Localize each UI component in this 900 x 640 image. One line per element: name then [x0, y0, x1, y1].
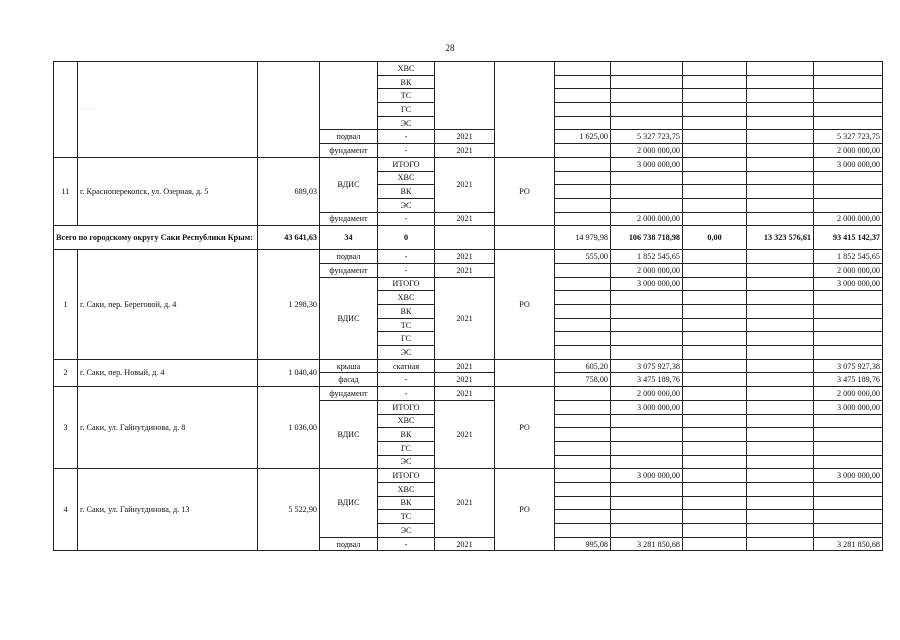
year: 2021 [435, 212, 495, 226]
table-row: ВДИС ИТОГО 2021 3 000 000,00 3 000 000,00 [54, 277, 883, 291]
work-type: ВК [378, 185, 435, 199]
year: 2021 [435, 144, 495, 158]
work-type: ХВС [378, 62, 435, 76]
building-address: г. Саки, ул. Гайнутдинова, д. 8 [78, 387, 258, 469]
fund-type: РО [495, 157, 555, 225]
work-type: ХВС [378, 482, 435, 496]
table-row: 3 г. Саки, ул. Гайнутдинова, д. 8 1 036,00 фундамент - 2021 РО 2 000 000,00 2 000 000,00 [54, 387, 883, 401]
work-type: ВК [378, 305, 435, 319]
work-type: ЭС [378, 198, 435, 212]
building-area: 5 522,90 [258, 469, 320, 551]
year: 2021 [435, 359, 495, 373]
table-row: фундамент - 2021 2 000 000,00 2 000 000,00 [54, 144, 883, 158]
work-type: ЭС [378, 116, 435, 130]
table-row: ВДИС ИТОГО 2021 3 000 000,00 3 000 000,00 [54, 400, 883, 414]
work-type: ТС [378, 510, 435, 524]
building-address: г. Саки, ул. Гайнутдинова, д. 13 [78, 469, 258, 551]
element-type: фундамент [320, 387, 378, 401]
work-type: ХВС [378, 171, 435, 185]
element-type: фундамент [320, 263, 378, 277]
building-area: 1 040,40 [258, 359, 320, 386]
element-type: фундамент [320, 144, 378, 158]
work-type: ТС [378, 89, 435, 103]
element-type: фундамент [320, 212, 378, 226]
year: 2021 [435, 250, 495, 264]
table-row [54, 62, 883, 76]
table-row: фундамент - 2021 2 000 000,00 2 000 000,00 [54, 263, 883, 277]
building-address: г. Саки, пер. Новый, д. 4 [78, 359, 258, 386]
work-type: ГС [378, 441, 435, 455]
fund-type: РО [495, 387, 555, 469]
work-type: ГС [378, 332, 435, 346]
table-row: 2 г. Саки, пер. Новый, д. 4 1 040,40 крыша скатная 2021 605,20 3 075 927,38 3 075 927,38 [54, 359, 883, 373]
table-row: подвал - 2021 1 625,00 5 327 723,75 5 327 723,75 [54, 130, 883, 144]
table-row: фундамент - 2021 2 000 000,00 2 000 000,00 [54, 212, 883, 226]
row-number: 11 [54, 157, 78, 225]
work-type: ХВС [378, 414, 435, 428]
work-type: ВК [378, 496, 435, 510]
element-type: фасад [320, 373, 378, 387]
method: ВДИС [320, 469, 378, 537]
cut-off-address: · · · · · [78, 62, 258, 158]
year: 2021 [435, 469, 495, 537]
building-area: 689,03 [258, 157, 320, 225]
work-type: ИТОГО [378, 277, 435, 291]
element-type: крыша [320, 359, 378, 373]
grand-total-label: Всего по городскому округу Саки Республики Крым: [54, 226, 258, 250]
method: ВДИС [320, 277, 378, 359]
element-type: подвал [320, 250, 378, 264]
year: 2021 [435, 130, 495, 144]
work-type: ИТОГО [378, 400, 435, 414]
building-address: г. Саки, пер. Береговой, д. 4 [78, 250, 258, 360]
work-type: ТС [378, 318, 435, 332]
row-number: 2 [54, 359, 78, 386]
fund-type: РО [495, 250, 555, 360]
year: 2021 [435, 263, 495, 277]
capital-repair-table [53, 61, 883, 551]
row-number: 3 [54, 387, 78, 469]
year: 2021 [435, 373, 495, 387]
year: 2021 [435, 387, 495, 401]
table-row: 11 г. Красноперекопск, ул. Озерная, д. 5 689,03 ВДИС ИТОГО 2021 РО 3 000 000,00 3 000 000,00 [54, 157, 883, 171]
work-type: ИТОГО [378, 469, 435, 483]
table-row: подвал - 2021 995,08 3 281 850,68 3 281 850,68 [54, 537, 883, 551]
table-row: 4 г. Саки, ул. Гайнутдинова, д. 13 5 522,90 ВДИС ИТОГО 2021 РО 3 000 000,00 3 000 000,00 [54, 469, 883, 483]
method: ВДИС [320, 400, 378, 468]
table-row: 1 г. Саки, пер. Береговой, д. 4 1 298,30 подвал - 2021 РО 555,00 1 852 545,65 1 852 545,65 [54, 250, 883, 264]
page-number: 28 [445, 43, 455, 53]
element-type: подвал [320, 537, 378, 551]
building-address: г. Красноперекопск, ул. Озерная, д. 5 [78, 157, 258, 225]
year: 2021 [435, 400, 495, 468]
work-type: ГС [378, 103, 435, 117]
grand-total-row: Всего по городскому округу Саки Республики Крым: 43 641,63 34 0 14 979,98 106 738 718,98 0,00 13 323 576,61 93 415 142,37 [54, 226, 883, 250]
building-area: 1 298,30 [258, 250, 320, 360]
year: 2021 [435, 277, 495, 359]
work-type: ВК [378, 428, 435, 442]
work-type: ИТОГО [378, 157, 435, 171]
work-type: ЭС [378, 455, 435, 469]
year: 2021 [435, 537, 495, 551]
work-type: ЭС [378, 346, 435, 360]
work-type: ЭС [378, 524, 435, 538]
table-row: фасад - 2021 758,00 3 475 189,76 3 475 189,76 [54, 373, 883, 387]
row-number: 1 [54, 250, 78, 360]
element-type: подвал [320, 130, 378, 144]
work-type: ВК [378, 75, 435, 89]
work-type: ХВС [378, 291, 435, 305]
row-number: 4 [54, 469, 78, 551]
year: 2021 [435, 157, 495, 212]
building-area: 1 036,00 [258, 387, 320, 469]
method: ВДИС [320, 157, 378, 212]
fund-type: РО [495, 469, 555, 551]
